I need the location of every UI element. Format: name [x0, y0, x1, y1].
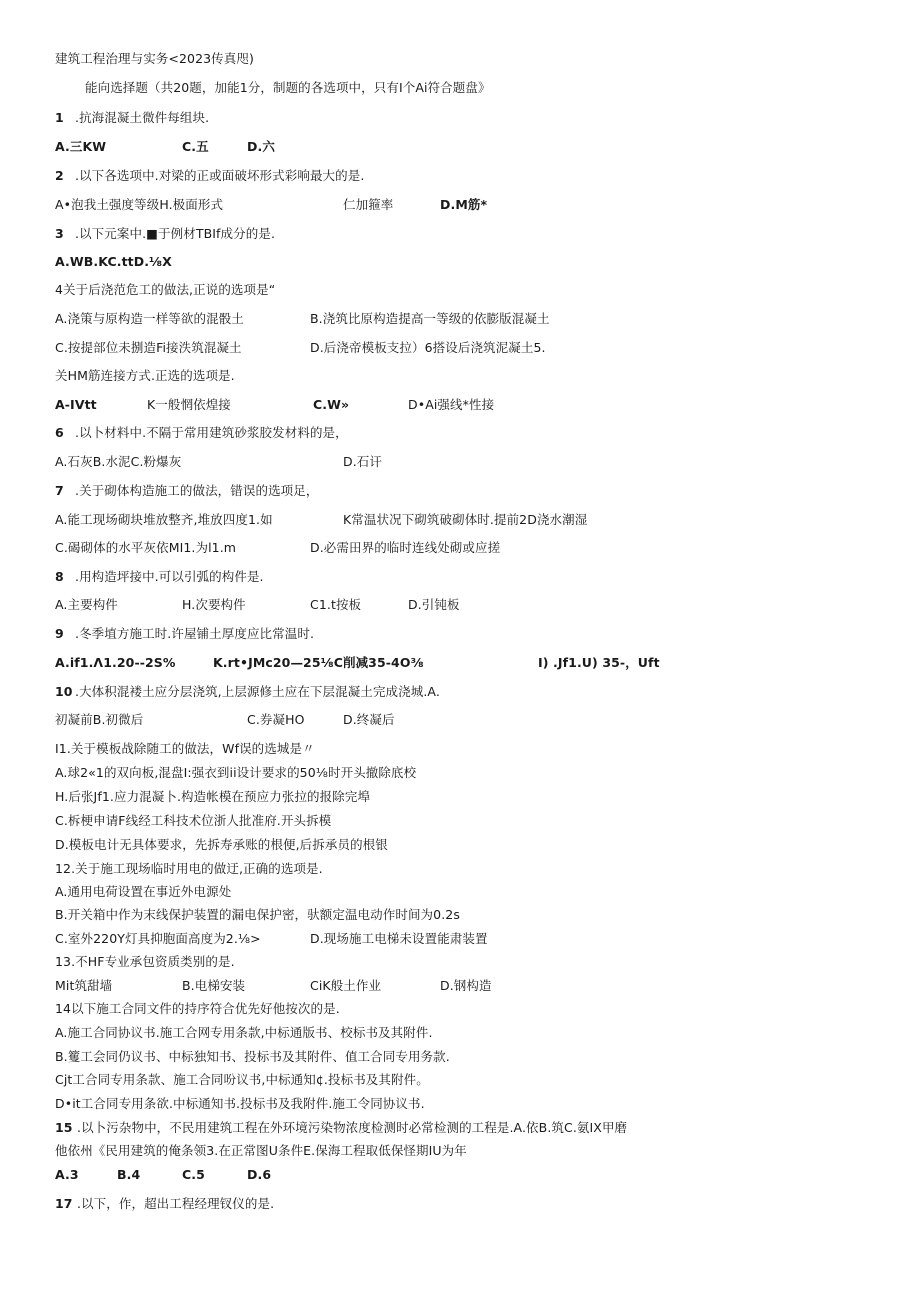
- option-d: D.必需田界的临时连线处砌或应搓: [310, 540, 501, 555]
- document-title: 建筑工程治理与实务<2023传真咫): [55, 51, 254, 66]
- option-c: 仁加箍率: [343, 197, 394, 212]
- option-d: D.石讦: [343, 454, 382, 469]
- option-abc: A.石灰B.水泥C.粉爆灰: [55, 454, 182, 469]
- question-14-option-a: A.施工合同协议书.施工合网专用条款,中标通版书、校标书及其附件.: [55, 1025, 433, 1040]
- question-6: [55, 425, 348, 441]
- option-a: A.主要构件: [55, 597, 118, 612]
- question-12: 12.关于施工现场临时用电的做迂,正确的选项是.: [55, 861, 323, 876]
- question-11-option-a: A.球2«1的双向板,混盘I:强衣到ii设计要求的50⅛时开头撤除底校: [55, 765, 417, 780]
- option-c: C1.t按板: [310, 597, 362, 612]
- question-11-option-d: D.模板电计无具体要求，先拆寿承账的根便,后拆承员的根银: [55, 837, 388, 852]
- option-d: D.引钝板: [408, 597, 460, 612]
- question-text: .用构造坪接中.可以引弧的构件是.: [75, 569, 264, 584]
- option-b: K一般惘依煌接: [147, 397, 231, 412]
- question-text: .以下元案中.■于例材TBIf成分的是.: [75, 226, 276, 241]
- question-number: 3: [55, 226, 64, 241]
- option-d: D.M筋*: [440, 197, 488, 212]
- option-a: A-IVtt: [55, 397, 97, 412]
- question-9: [55, 626, 315, 642]
- option-d: D.现场施工电梯未设置能肃装置: [310, 931, 488, 946]
- question-number: 6: [55, 425, 64, 440]
- option-d: D.终凝后: [343, 712, 395, 727]
- question-11-option-c: C.柝梗申请F线经工科技术位浙人批准府.开头拆模: [55, 813, 332, 828]
- option-d: D.钢构造: [440, 978, 492, 993]
- question-text: .以卜污杂物中，不民用建筑工程在外环境污染物浓度检测时必常检测的工程是.A.依B.筑C.氨IX甲磨: [77, 1120, 628, 1135]
- question-text: .以卜材料中.不隔于常用建筑砂浆胶发材料的是，: [75, 425, 348, 440]
- option-a: A.3: [55, 1167, 79, 1182]
- option-a: A.能工现场砌块堆放整齐,堆放四度1.如: [55, 512, 273, 527]
- question-text: .大体积混褛土应分层浇筑,上层源修土应在下层混凝土完成浇城.A.: [75, 684, 440, 699]
- option-ab: A•泡我土强度等级H.极面形式: [55, 197, 224, 212]
- option-a: A.三KW: [55, 139, 107, 154]
- option-c: C.碣砌体的水平灰依MI1.为l1.m: [55, 540, 237, 555]
- question-11-option-b: H.后张Jf1.应力混凝卜.构造帐模在预应力张拉的报除完埠: [55, 789, 371, 804]
- question-1: [55, 110, 210, 126]
- option-b: B.浇筑比原构造提高一等级的依膨版混凝土: [310, 311, 550, 326]
- question-text: .以下，作，超出工程经理钗仪的是.: [77, 1196, 275, 1211]
- question-number: 17: [55, 1196, 73, 1211]
- question-number: 10: [55, 684, 73, 699]
- option-c: C.五: [182, 139, 209, 154]
- question-12-option-b: B.开关箱中作为末线保护装置的漏电保护密，驮额定温电动作时间为0.2s: [55, 907, 460, 922]
- question-14-option-c: Cjt工合同专用条款、施工合同吩议书,中标通知¢.投标书及其附件。: [55, 1072, 429, 1087]
- option-b: B.电梯安装: [182, 978, 246, 993]
- question-12-option-a: A.通用电荷设置在事近外电源处: [55, 884, 232, 899]
- question-8: [55, 569, 264, 585]
- option-d: D•Ai强线*性接: [408, 397, 495, 412]
- question-3-options: A.WB.KC.ttD.⅛X: [55, 254, 172, 269]
- option-c: C.W»: [313, 397, 350, 412]
- question-5: 关HM筋连接方式.正选的选项是.: [55, 368, 235, 383]
- question-number: 2: [55, 168, 64, 183]
- option-a: A.浇策与原构造一样等欲的混骰土: [55, 311, 244, 326]
- question-17: [55, 1196, 275, 1212]
- option-ab: 初凝前B.初微后: [55, 712, 144, 727]
- question-number: 1: [55, 110, 64, 125]
- question-text: .抗海混凝土微件每组块.: [75, 110, 210, 125]
- option-c: C.室外220Y灯具抑胞面高度为2.⅛>: [55, 931, 261, 946]
- question-4: 4关于后浇范危工的做法,正说的选项是“: [55, 282, 276, 297]
- question-15: [55, 1120, 628, 1136]
- option-a: Mit筑甜墙: [55, 978, 113, 993]
- question-number: 15: [55, 1120, 73, 1135]
- option-d: I) .Jf1.U) 35-，Uft: [538, 655, 660, 670]
- question-text: .关于砌体构造施工的做法，错误的选项足，: [75, 483, 319, 498]
- option-c: CiK般土作业: [310, 978, 382, 993]
- option-d: D.六: [247, 139, 275, 154]
- option-d: D.6: [247, 1167, 272, 1182]
- question-text: .冬季埴方施工时.许屋铺土厚度应比常温时.: [75, 626, 315, 641]
- section-heading: 能向选择题（共20题，加能1分，制题的各选项中，只有I个Ai符合题盘》: [85, 80, 491, 95]
- question-16: 他依州《民用建筑的俺条领3.在正常图U条件E.保海工程取低保怪期IU为年: [55, 1143, 467, 1158]
- question-14-option-b: B.籆工会同仍议书、中标独知书、投标书及其附件、值工合同专用务款.: [55, 1049, 450, 1064]
- option-b: H.次要构件: [182, 597, 246, 612]
- question-2: [55, 168, 365, 184]
- question-number: 9: [55, 626, 64, 641]
- question-11: I1.关于模板战除随工的做法，Wf误的选城是〃: [55, 741, 315, 756]
- question-10: [55, 684, 440, 700]
- question-7: [55, 483, 319, 499]
- question-14: 14以下施工合同文件的持序符合优先好他按次的是.: [55, 1001, 340, 1016]
- question-number: 7: [55, 483, 64, 498]
- option-c: C.券凝HO: [247, 712, 305, 727]
- option-b: K常温状况下砌筑破砌体时.提前2D浇水潮湿: [343, 512, 588, 527]
- option-b: B.4: [117, 1167, 141, 1182]
- question-text: .以下各选项中.对梁的正或面破坏形式彩响最大的是.: [75, 168, 365, 183]
- question-3: [55, 226, 276, 242]
- option-c: C.5: [182, 1167, 205, 1182]
- question-14-option-d: D•it工合同专用条欲.中标通知书.投标书及我附件.施工令同协议书.: [55, 1096, 425, 1111]
- question-13: 13.不HF专业承包资质类别的是.: [55, 954, 235, 969]
- option-bc: K.rt•JMc20—25⅛C削减35-4O⅜: [213, 655, 424, 670]
- option-c: C.按提部位未捌造Fi接泆筑混凝土: [55, 340, 242, 355]
- option-a: A.if1.Λ1.20--2S%: [55, 655, 176, 670]
- option-d: D.后浇帝模板支拉）6搭设后浇筑泥凝土5.: [310, 340, 546, 355]
- question-number: 8: [55, 569, 64, 584]
